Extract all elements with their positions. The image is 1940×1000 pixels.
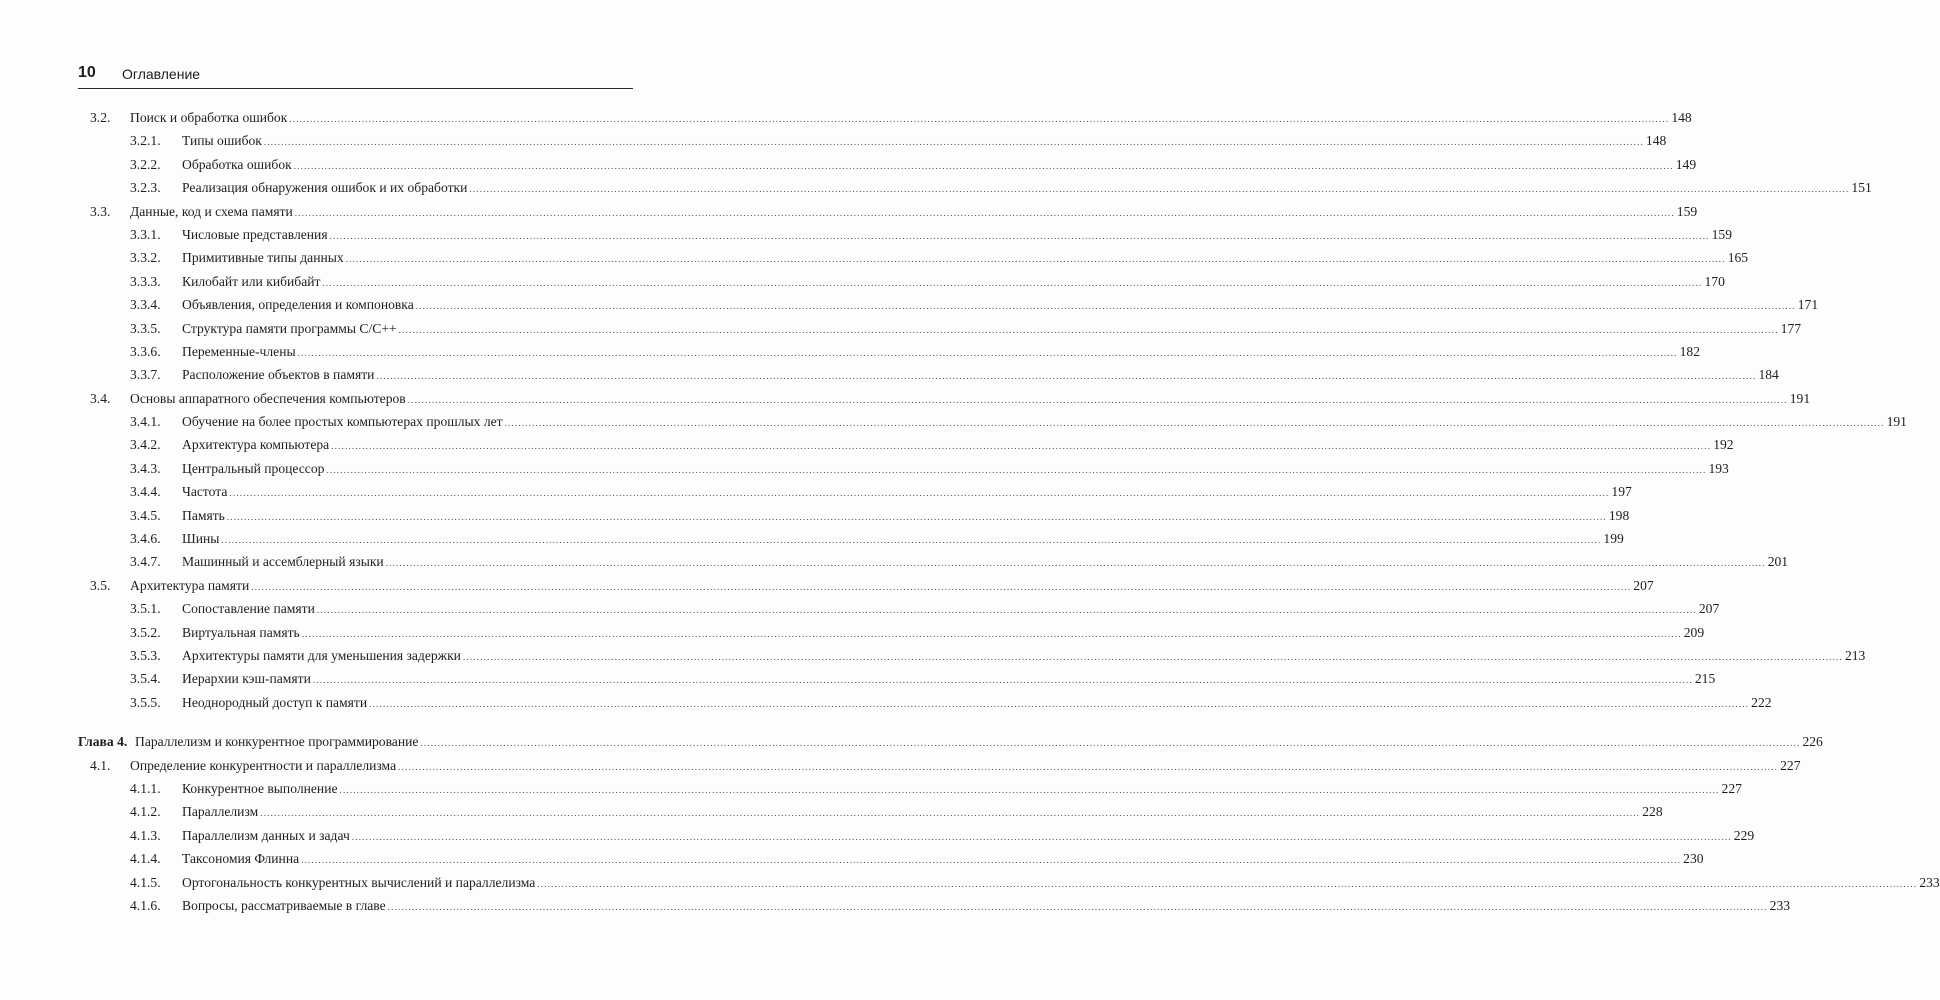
- toc-entry[interactable]: [78, 800, 1663, 823]
- toc-entry[interactable]: [78, 824, 1755, 847]
- dot-leader: ................................................................................................................................................................................................................................................................................................................................................................................................................: [331, 441, 1712, 452]
- entry-title: Сопоставление памяти: [182, 597, 317, 620]
- entry-title: Определение конкурентности и параллелизма: [130, 754, 398, 777]
- entry-number: 3.4.: [90, 390, 111, 406]
- entry-number: 4.1.5.: [130, 874, 161, 890]
- toc-entry[interactable]: [78, 777, 1742, 800]
- entry-page-number: 199: [1603, 531, 1624, 547]
- entry-page-number: 197: [1611, 484, 1632, 500]
- toc-entry[interactable]: [78, 644, 1866, 667]
- entry-title: Реализация обнаружения ошибок и их обработки: [182, 176, 469, 199]
- entry-page-number: 229: [1733, 827, 1755, 843]
- entry-number: 3.3.7.: [130, 367, 161, 383]
- dot-leader: ................................................................................................................................................................................................................................................................................................................................................................................................................: [229, 488, 1610, 499]
- dot-leader: ................................................................................................................................................................................................................................................................................................................................................................................................................: [415, 301, 1796, 312]
- entry-number: 3.3.: [90, 203, 111, 219]
- dot-leader: ................................................................................................................................................................................................................................................................................................................................................................................................................: [345, 254, 1726, 265]
- toc-entry[interactable]: [78, 433, 1734, 456]
- entry-number: 3.4.5.: [130, 507, 161, 523]
- toc-entry[interactable]: [78, 754, 1801, 777]
- entry-number: 3.3.5.: [130, 320, 161, 336]
- entry-number: 3.4.6.: [130, 531, 161, 547]
- entry-page-number: 177: [1780, 320, 1802, 336]
- dot-leader: ................................................................................................................................................................................................................................................................................................................................................................................................................: [398, 324, 1779, 335]
- entry-page-number: 209: [1683, 624, 1705, 640]
- entry-page-number: 227: [1780, 757, 1801, 773]
- entry-title: Параллелизм данных и задач: [182, 824, 352, 847]
- entry-page-number: 170: [1704, 273, 1725, 289]
- entry-title: Примитивные типы данных: [182, 246, 346, 269]
- toc-entry[interactable]: [78, 129, 1667, 152]
- toc-entry[interactable]: [78, 894, 1791, 917]
- entry-number: 4.1.6.: [130, 897, 161, 913]
- page-number: 10: [78, 64, 96, 81]
- toc-entry[interactable]: [78, 363, 1779, 386]
- dot-leader: ................................................................................................................................................................................................................................................................................................................................................................................................................: [329, 230, 1710, 241]
- toc-entry[interactable]: [78, 871, 1940, 894]
- toc-entry[interactable]: [78, 317, 1802, 340]
- entry-number: 3.5.4.: [130, 671, 161, 687]
- entry-title: Основы аппаратного обеспечения компьютеров: [130, 387, 408, 410]
- toc-entry[interactable]: [78, 246, 1749, 269]
- toc-entry[interactable]: [78, 504, 1630, 527]
- toc-entry[interactable]: [78, 847, 1704, 870]
- toc-entry[interactable]: [78, 621, 1705, 644]
- entry-number: Глава 4.: [78, 734, 128, 750]
- entry-number: 3.3.6.: [130, 343, 161, 359]
- entry-title: Виртуальная память: [182, 621, 302, 644]
- entry-page-number: 207: [1698, 601, 1720, 617]
- toc-entry[interactable]: [78, 410, 1907, 433]
- dot-leader: ................................................................................................................................................................................................................................................................................................................................................................................................................: [537, 878, 1918, 889]
- table-of-contents: [78, 106, 1940, 917]
- dot-leader: ................................................................................................................................................................................................................................................................................................................................................................................................................: [398, 761, 1779, 772]
- dot-leader: ................................................................................................................................................................................................................................................................................................................................................................................................................: [263, 137, 1644, 148]
- entry-page-number: 215: [1694, 671, 1716, 687]
- dot-leader: ................................................................................................................................................................................................................................................................................................................................................................................................................: [407, 394, 1788, 405]
- entry-title: Килобайт или кибибайт: [182, 270, 322, 293]
- dot-leader: ................................................................................................................................................................................................................................................................................................................................................................................................................: [297, 347, 1678, 358]
- entry-page-number: 149: [1675, 156, 1697, 172]
- dot-leader: ................................................................................................................................................................................................................................................................................................................................................................................................................: [462, 651, 1843, 662]
- entry-title: Объявления, определения и компоновка: [182, 293, 416, 316]
- toc-entry[interactable]: [78, 153, 1697, 176]
- entry-page-number: 226: [1802, 734, 1823, 750]
- entry-title: Шины: [182, 527, 221, 550]
- toc-entry[interactable]: [78, 691, 1772, 714]
- entry-page-number: 159: [1711, 226, 1732, 242]
- toc-entry[interactable]: [78, 106, 1692, 129]
- entry-page-number: 222: [1751, 694, 1772, 710]
- dot-leader: ................................................................................................................................................................................................................................................................................................................................................................................................................: [351, 831, 1732, 842]
- entry-page-number: 198: [1608, 507, 1630, 523]
- entry-title: Вопросы, рассматриваемые в главе: [182, 894, 388, 917]
- entry-page-number: 148: [1645, 133, 1667, 149]
- entry-number: 3.5.3.: [130, 647, 161, 663]
- entry-number: 3.2.1.: [130, 133, 161, 149]
- dot-leader: ................................................................................................................................................................................................................................................................................................................................................................................................................: [301, 628, 1682, 639]
- entry-page-number: 184: [1758, 367, 1779, 383]
- entry-number: 4.1.3.: [130, 827, 161, 843]
- entry-page-number: 182: [1679, 343, 1701, 359]
- entry-title: Конкурентное выполнение: [182, 777, 340, 800]
- entry-title: Иерархии кэш-памяти: [182, 667, 313, 690]
- entry-number: 3.3.3.: [130, 273, 161, 289]
- toc-entry[interactable]: [78, 223, 1732, 246]
- dot-leader: ................................................................................................................................................................................................................................................................................................................................................................................................................: [420, 738, 1801, 749]
- entry-page-number: 165: [1727, 250, 1749, 266]
- entry-number: 3.3.4.: [130, 297, 161, 313]
- toc-entry[interactable]: [78, 387, 1811, 410]
- running-title: Оглавление: [122, 66, 201, 82]
- dot-leader: ................................................................................................................................................................................................................................................................................................................................................................................................................: [312, 675, 1693, 686]
- toc-entry[interactable]: [78, 270, 1725, 293]
- entry-title: Параллелизм и конкурентное программирование: [135, 730, 420, 753]
- entry-page-number: 191: [1789, 390, 1811, 406]
- dot-leader: ................................................................................................................................................................................................................................................................................................................................................................................................................: [226, 511, 1607, 522]
- entry-title: Типы ошибок: [182, 129, 264, 152]
- entry-number: 4.1.4.: [130, 851, 161, 867]
- entry-page-number: 230: [1683, 851, 1704, 867]
- dot-leader: ................................................................................................................................................................................................................................................................................................................................................................................................................: [387, 901, 1768, 912]
- entry-page-number: 159: [1676, 203, 1698, 219]
- toc-entry[interactable]: [78, 550, 1789, 573]
- toc-entry[interactable]: [78, 340, 1701, 363]
- entry-number: 3.3.2.: [130, 250, 161, 266]
- dot-leader: ................................................................................................................................................................................................................................................................................................................................................................................................................: [326, 464, 1707, 475]
- entry-title: Частота: [182, 480, 229, 503]
- entry-page-number: 213: [1844, 647, 1866, 663]
- entry-number: 4.1.1.: [130, 780, 161, 796]
- entry-page-number: 191: [1886, 414, 1907, 430]
- toc-entry[interactable]: [78, 597, 1720, 620]
- entry-page-number: 171: [1797, 297, 1819, 313]
- entry-title: Неоднородный доступ к памяти: [182, 691, 369, 714]
- toc-entry[interactable]: [78, 527, 1624, 550]
- entry-title: Структура памяти программы C/C++: [182, 317, 399, 340]
- dot-leader: ................................................................................................................................................................................................................................................................................................................................................................................................................: [251, 581, 1632, 592]
- entry-title: Машинный и ассемблерный языки: [182, 550, 386, 573]
- entry-number: 3.2.2.: [130, 156, 161, 172]
- chapter-gap: [78, 714, 633, 730]
- entry-number: 3.2.: [90, 110, 111, 125]
- running-header: [78, 62, 633, 89]
- entry-title: Расположение объектов в памяти: [182, 363, 376, 386]
- entry-number: 3.5.1.: [130, 601, 161, 617]
- entry-page-number: 228: [1642, 804, 1663, 820]
- entry-title: Центральный процессор: [182, 457, 326, 480]
- dot-leader: ................................................................................................................................................................................................................................................................................................................................................................................................................: [289, 114, 1670, 124]
- toc-entry[interactable]: [78, 667, 1716, 690]
- entry-number: 3.5.: [90, 577, 111, 593]
- dot-leader: ................................................................................................................................................................................................................................................................................................................................................................................................................: [385, 558, 1766, 569]
- entry-number: 3.4.3.: [130, 460, 161, 476]
- toc-chapter-entry[interactable]: [78, 730, 1823, 753]
- dot-leader: ................................................................................................................................................................................................................................................................................................................................................................................................................: [339, 784, 1720, 795]
- entry-number: 4.1.2.: [130, 804, 161, 820]
- toc-entry[interactable]: [78, 574, 1654, 597]
- entry-title: Архитектура памяти: [130, 574, 251, 597]
- entry-page-number: 193: [1708, 460, 1729, 476]
- entry-title: Таксономия Флинна: [182, 847, 301, 870]
- entry-title: Архитектура компьютера: [182, 433, 331, 456]
- dot-leader: ................................................................................................................................................................................................................................................................................................................................................................................................................: [504, 418, 1885, 429]
- entry-number: 3.4.4.: [130, 484, 161, 500]
- entry-page-number: 233: [1769, 897, 1791, 913]
- entry-page-number: 148: [1671, 110, 1692, 125]
- entry-title: Архитектуры памяти для уменьшения задержки: [182, 644, 463, 667]
- dot-leader: ................................................................................................................................................................................................................................................................................................................................................................................................................: [469, 184, 1850, 195]
- entry-page-number: 151: [1851, 180, 1872, 196]
- toc-entry[interactable]: [78, 176, 1872, 199]
- entry-title: Параллелизм: [182, 800, 260, 823]
- dot-leader: ................................................................................................................................................................................................................................................................................................................................................................................................................: [260, 808, 1641, 819]
- dot-leader: ................................................................................................................................................................................................................................................................................................................................................................................................................: [301, 855, 1682, 866]
- entry-page-number: 233: [1919, 874, 1940, 890]
- entry-page-number: 207: [1633, 577, 1654, 593]
- entry-page-number: 201: [1767, 554, 1789, 570]
- entry-number: 3.2.3.: [130, 180, 161, 196]
- entry-page-number: 192: [1713, 437, 1734, 453]
- entry-number: 3.4.7.: [130, 554, 161, 570]
- dot-leader: ................................................................................................................................................................................................................................................................................................................................................................................................................: [316, 605, 1697, 616]
- toc-entry[interactable]: [78, 200, 1698, 223]
- dot-leader: ................................................................................................................................................................................................................................................................................................................................................................................................................: [294, 207, 1675, 218]
- dot-leader: ................................................................................................................................................................................................................................................................................................................................................................................................................: [293, 160, 1674, 171]
- entry-number: 3.4.1.: [130, 414, 161, 430]
- toc-entry[interactable]: [78, 293, 1819, 316]
- entry-title: Поиск и обработка ошибок: [130, 106, 289, 129]
- dot-leader: ................................................................................................................................................................................................................................................................................................................................................................................................................: [376, 371, 1757, 382]
- toc-entry[interactable]: [78, 457, 1729, 480]
- dot-leader: ................................................................................................................................................................................................................................................................................................................................................................................................................: [322, 277, 1703, 288]
- entry-number: 3.5.5.: [130, 694, 161, 710]
- dot-leader: ................................................................................................................................................................................................................................................................................................................................................................................................................: [369, 698, 1750, 709]
- toc-entry[interactable]: [78, 480, 1632, 503]
- entry-title: Обработка ошибок: [182, 153, 294, 176]
- entry-title: Числовые представления: [182, 223, 330, 246]
- entry-title: Обучение на более простых компьютерах прошлых лет: [182, 410, 505, 433]
- entry-number: 3.5.2.: [130, 624, 161, 640]
- entry-title: Ортогональность конкурентных вычислений и параллелизма: [182, 871, 537, 894]
- entry-number: 3.4.2.: [130, 437, 161, 453]
- entry-page-number: 227: [1721, 780, 1742, 796]
- dot-leader: ................................................................................................................................................................................................................................................................................................................................................................................................................: [221, 535, 1602, 546]
- entry-title: Данные, код и схема памяти: [130, 200, 295, 223]
- entry-number: 3.3.1.: [130, 226, 161, 242]
- entry-title: Переменные-члены: [182, 340, 298, 363]
- entry-title: Память: [182, 504, 227, 527]
- entry-number: 4.1.: [90, 757, 111, 773]
